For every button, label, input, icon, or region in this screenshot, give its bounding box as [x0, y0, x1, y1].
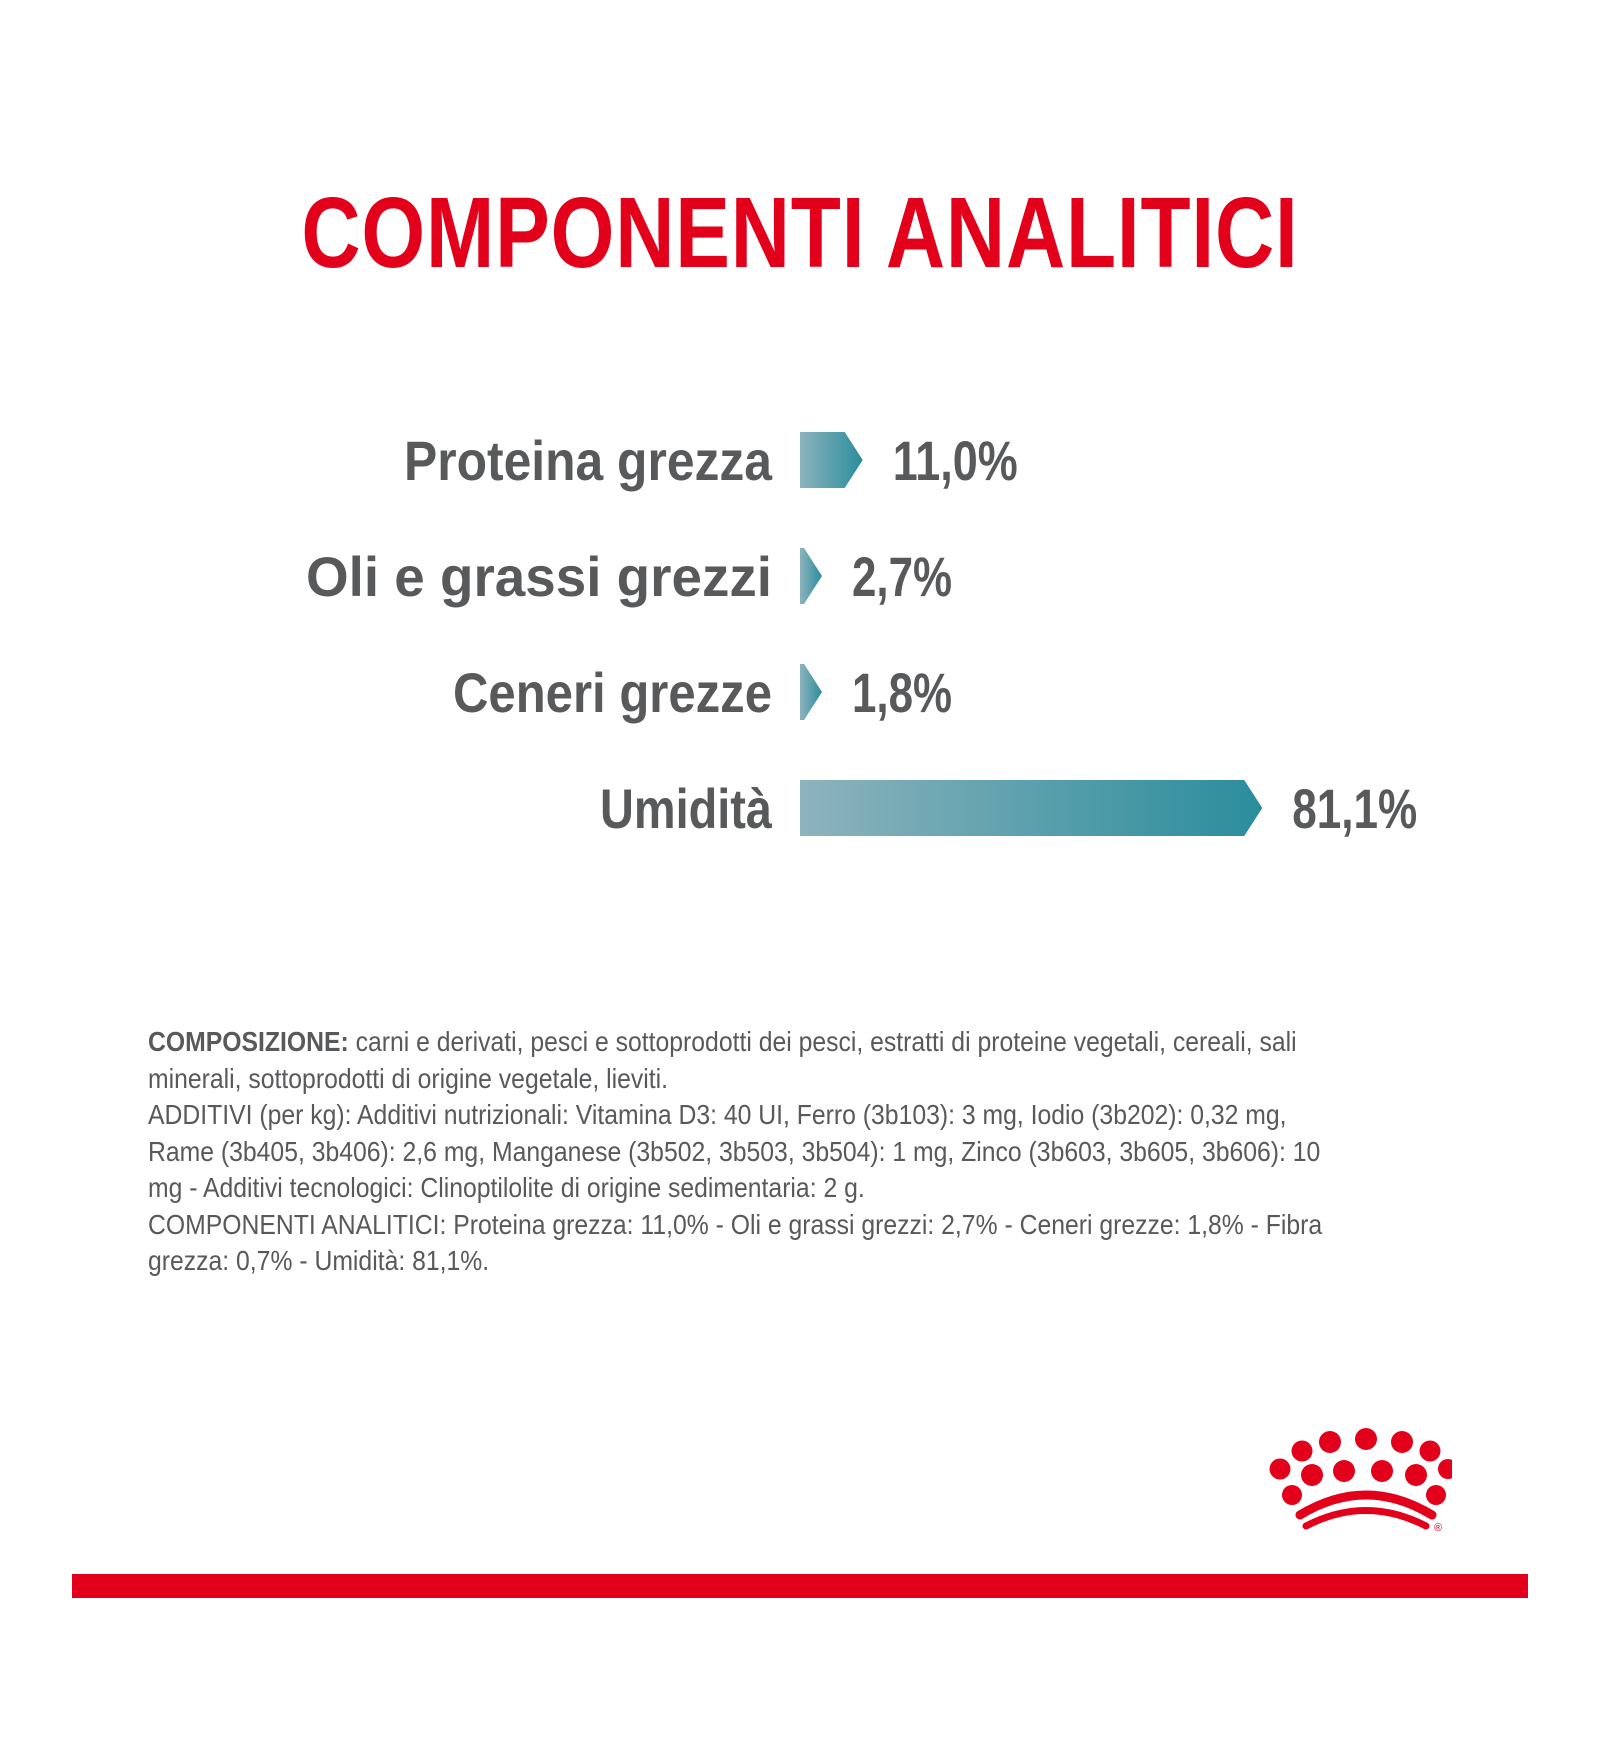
page-title: COMPONENTI ANALITICI [301, 177, 1299, 289]
data-label: 11,0% [892, 429, 1018, 492]
category-label: Oli e grassi grezzi [306, 545, 772, 608]
category-label: Ceneri grezze [453, 661, 772, 724]
category-label: Proteina grezza [404, 429, 773, 492]
data-label: 81,1% [1292, 777, 1418, 840]
registered-mark: ® [1434, 1522, 1443, 1534]
composition-label: COMPOSIZIONE: [148, 1026, 349, 1057]
data-bar [800, 780, 1262, 836]
category-label: Umidità [600, 777, 773, 840]
crown-icon [1262, 1425, 1452, 1535]
data-label: 2,7% [852, 545, 952, 608]
composition-ingredients: carni e derivati, pesci e sottoprodotti dei pesci, estratti di proteine vegetali, cereali, sali minerali, sottoprodotti di origine vegetale, lieviti. [148, 1026, 1297, 1094]
additives-paragraph: ADDITIVI (per kg): Additivi nutrizionali: Vitamina D3: 40 UI, Ferro (3b103): 3 mg, Iodio (3b202): 0,32 mg, Rame (3b405, 3b406): 2,6 mg, Manganese (3b502, 3b503, 3b504): 1 mg, Zinco (3b603, 3b605, 3b606): 10 mg - Additivi tecnologici: Clinoptilolite di origine sedimentaria: 2 g. [148, 1099, 1321, 1203]
composition-text [148, 1024, 1345, 1280]
data-label: 1,8% [852, 661, 952, 724]
data-bar [800, 664, 822, 720]
data-bar [800, 548, 822, 604]
data-bar [800, 432, 863, 488]
composition-paragraph [148, 1024, 1345, 1097]
brand-footer-bar [72, 1574, 1528, 1598]
analytical-paragraph: COMPONENTI ANALITICI: Proteina grezza: 11,0% - Oli e grassi grezzi: 2,7% - Ceneri grezze: 1,8% - Fibra grezza: 0,7% - Umidità: 81,1%. [148, 1208, 1323, 1276]
